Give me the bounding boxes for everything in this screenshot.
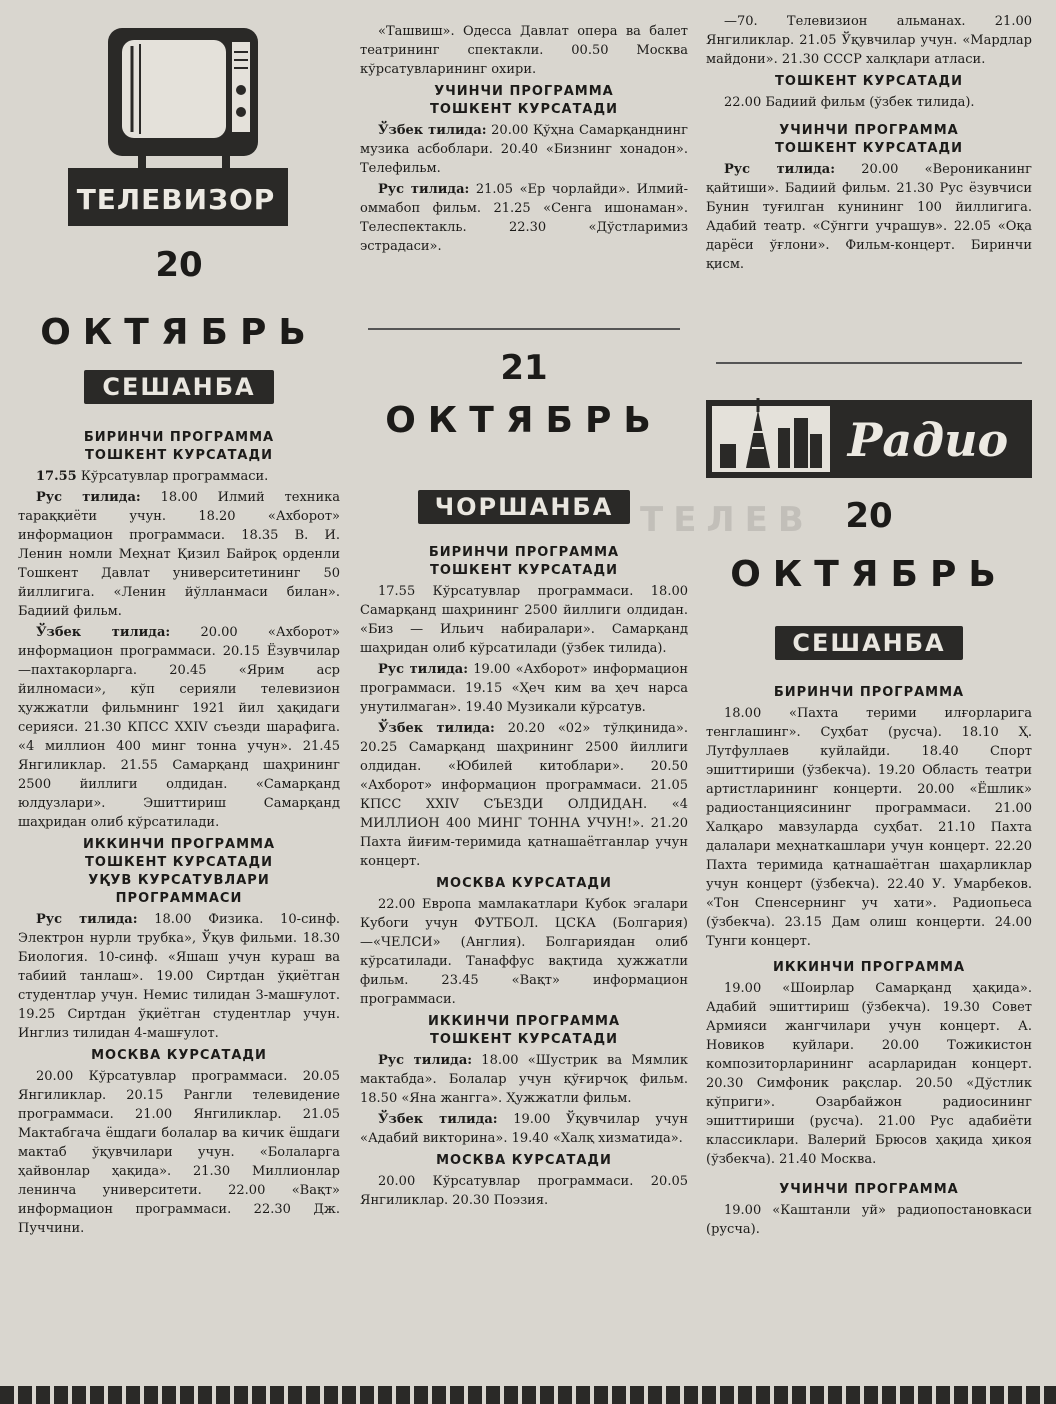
left-day-wrap (18, 370, 340, 404)
tv-label: ТЕЛЕВИЗОР (76, 183, 276, 216)
tv-set-icon (68, 20, 288, 230)
mid-moscow-a: 22.00 Европа мамлакатлари Кубок эгалари Кубоги учун ФУТБОЛ. ЦСКА (Болгария)—«ЧЕЛСИ» (Англия). Болгариядан олиб кўрсатилади. Танаффус вақтида ҳужжатли фильм. 23.45 «Вақт» информацион программаси. (360, 897, 688, 1007)
mid-date-number: 21 (500, 348, 548, 388)
mid-month: ОКТЯБРЬ (385, 400, 663, 441)
mid-day-wrap (360, 490, 688, 524)
left-day-banner: СЕШАНБА (84, 370, 274, 404)
mid-program2-head1: ИККИНЧИ ПРОГРАММА (427, 1014, 621, 1029)
right-program3-head1: УЧИНЧИ ПРОГРАММА (779, 123, 959, 138)
mid-p2-b: Ўзбек тилида: 19.00 Ўқувчилар учун «Адабий викторина». 19.40 «Халқ хизматида». (360, 1112, 688, 1146)
mid-listings (360, 540, 688, 1212)
mid-program3-head2: ТОШКЕНТ КУРСАТАДИ (430, 102, 618, 117)
mid-moscow2-a: 20.00 Кўрсатувлар программаси. 20.05 Янгиликлар. 20.30 Поэзия. (360, 1174, 688, 1208)
mid-p1-b: Рус тилида: 19.00 «Ахборот» информацион программаси. 19.15 «Ҳеч ким ва ҳеч нарса унутилмаган». 19.40 Музикали кўрсатув. (360, 662, 688, 715)
right-date-number: 20 (845, 496, 893, 536)
left-program2-head3: УҚУВ КУРСАТУВЛАРИ (88, 873, 270, 888)
mid-day-banner: ЧОРШАНБА (418, 490, 630, 524)
mid-moscow-head: МОСКВА КУРСАТАДИ (436, 876, 612, 891)
background-ghost-text: ТЕЛЕВ (640, 500, 814, 540)
mid-program1-head1: БИРИНЧИ ПРОГРАММА (428, 545, 620, 560)
radio-tower-icon (706, 388, 1032, 488)
right-tk-a: 22.00 Бадиий фильм (ўзбек тилида). (724, 95, 975, 110)
mid-p1-c: Ўзбек тилида: 20.20 «02» тўлқинида». 20.25 Самарқанд шаҳрининг 2500 йиллиги олдидан. «Юбилей китоблари». 20.50 «Ахборот» информацион программаси. 21.05 КПСС XXIV СЪЕЗДИ ОЛДИДАН. «4 МИЛЛИОН 400 МИНГ ТОННА УЧУН!». 21.20 Пахта йиғим-теримида қатнашаётганлар учун концерт. (360, 721, 688, 869)
mid-p1-a: 17.55 Кўрсатувлар программаси. 18.00 Самарқанд шаҳрининг 2500 йиллиги олдидан. «Биз — Ильич набиралари». Самарқанд шаҳридан олиб кўрсатилади (ўзбек тилида). (360, 584, 688, 656)
right-radio1-head: БИРИНЧИ ПРОГРАММА (773, 685, 965, 700)
right-listings (706, 680, 1032, 1241)
mid-p3-b: Рус тилида: 21.05 «Ер чорлайди». Илмий-оммабоп фильм. 21.25 «Сенга ишонаман». Телеспектакль. 22.30 «Дўстларимиз эстрадаси». (360, 182, 689, 254)
right-top-listings (706, 12, 1032, 276)
right-month: ОКТЯБРЬ (730, 554, 1008, 595)
left-p2-a: Рус тилида: 18.00 Физика. 10-синф. Электрон нурли трубка», Ўқув фильми. 18.30 Биология. 10-синф. «Яшаш учун кураш ва табиий танлаш». 19.00 Сиртдан ўқиётган студентлар учун. Немис тилидан 3-машғулот. 19.25 Сиртдан ўқиётган студентлар учун. Инглиз тилидан 4-машғулот. (18, 912, 340, 1041)
mid-top-listings (360, 22, 688, 258)
left-program2-head1: ИККИНЧИ ПРОГРАММА (82, 837, 276, 852)
mid-moscow2-head: МОСКВА КУРСАТАДИ (436, 1153, 612, 1168)
right-day-banner: СЕШАНБА (775, 626, 963, 660)
radio-label: Радио (847, 413, 1009, 467)
right-day-wrap (706, 626, 1032, 660)
right-cont-a: —70. Телевизион альманах. 21.00 Янгиликлар. 21.05 Ўқувчилар учун. «Мардлар майдони». 21.30 СССР халқлари атласи. (706, 14, 1032, 67)
mid-program1-head2: ТОШКЕНТ КУРСАТАДИ (430, 563, 618, 578)
right-radio3-head: УЧИНЧИ ПРОГРАММА (779, 1182, 959, 1197)
left-p1-c: Ўзбек тилида: 20.00 «Ахборот» информацион программаси. 20.15 Ёзувчилар —пахтакорларга. 20.45 «Ярим аср йилномаси», кўп серияли телевизион ҳужжатли фильмнинг 1921 йил ҳақидаги серияси. 21.30 КПСС XXIV съезди шарафига. «4 миллион 400 минг тонна учун». 21.45 Янгиликлар. 21.55 Самарқанд шаҳрининг 2500 йиллиги олдидан. «Самарқанд юлдузлари». Эшиттириш Самарқанд шаҳридан олиб кўрсатилади. (18, 625, 340, 830)
left-program2-head2: ТОШКЕНТ КУРСАТАДИ (85, 855, 273, 870)
left-p1-b: Рус тилида: 18.00 Илмий техника тараққиёти учун. 18.20 «Ахборот» информацион программаси. 18.35 В. И. Ленин номли Меҳнат Қизил Байроқ орденли Тошкент Давлат университетининг 50 йиллигига. «Ленин йўлланмаси билан». Бадиий фильм. (18, 490, 340, 619)
radio-logo (706, 388, 1032, 488)
mid-cont-a: «Ташвиш». Одесса Давлат опера ва балет театрининг спектакли. 00.50 Москва кўрсатувларининг охири. (360, 24, 688, 77)
mid-p2-a: Рус тилида: 18.00 «Шустрик ва Мямлик мактабда». Болалар учун қўғирчоқ фильм. 18.50 «Яна жангга». Ҳужжатли фильм. (360, 1053, 688, 1106)
right-radio3-a: 19.00 «Каштанли уй» радиопостановкаси (русча). (706, 1203, 1032, 1237)
left-date-number: 20 (155, 245, 203, 285)
left-program1-head2: ТОШКЕНТ КУРСАТАДИ (85, 448, 273, 463)
right-radio2-a: 19.00 «Шоирлар Самарқанд ҳақида». Адабий эшиттириш (ўзбекча). 19.30 Совет Армияси жангчилари учун концерт. А. Новиков куйлари. 20.00 Тожикистон композиторларининг асарларидан концерт. 20.30 Симфоник рақслар. 20.50 «Дўстлик кўприги». Озарбайжон радиосининг эшиттириши (русча). 21.00 Рус адабиёти классиклари. Валерий Брюсов ҳақида ҳикоя (ўзбекча). 21.40 Москва. (706, 981, 1032, 1167)
left-moscow-a: 20.00 Кўрсатувлар программаси. 20.05 Янгиликлар. 20.15 Рангли телевидение программаси. 21.00 Янгиликлар. 21.05 Мактабгача ёшдаги болалар ва кичик ёшдаги мактаб ўқувчилари учун. «Болаларга ҳайвонлар ҳақида». 21.30 Миллионлар ленинча университети. 22.00 «Вақт» информацион программаси. 22.30 Дж. Пуччини. (18, 1069, 340, 1236)
left-listings (18, 425, 340, 1240)
right-tashkent-head: ТОШКЕНТ КУРСАТАДИ (775, 74, 963, 89)
left-month: ОКТЯБРЬ (40, 312, 318, 353)
mid-divider (368, 328, 680, 330)
mid-program2-head2: ТОШКЕНТ КУРСАТАДИ (430, 1032, 618, 1047)
right-program3-head2: ТОШКЕНТ КУРСАТАДИ (775, 141, 963, 156)
left-p1-a: 17.55 Кўрсатувлар программаси. (36, 469, 269, 484)
tv-logo (68, 20, 288, 230)
bottom-border-strip (0, 1386, 1056, 1404)
left-program2-head4: ПРОГРАММАСИ (115, 891, 243, 906)
mid-program3-head1: УЧИНЧИ ПРОГРАММА (434, 84, 614, 99)
right-radio1-a: 18.00 «Пахта терими илғорларига тенглашинг». Суҳбат (русча). 18.10 Ҳ. Лутфуллаев куйлайди. 18.40 Спорт эшиттириши (ўзбекча). 19.20 Область театри артистларининг концерти. 20.00 «Ёшлик» радиостанциясининг программаси. 21.00 Халқаро мавзуларда суҳбат. 21.10 Пахта далалари меҳнаткашлари учун концерт. 22.20 Пахта теримида қатнашаётган шаҳарликлар учун концерт (ўзбекча). 22.40 У. Умарбеков. «Тон Спенсернинг уч хати». Радиопьеса (ўзбекча). 23.15 Дам олиш концерти. 24.00 Тунги концерт. (706, 706, 1032, 949)
right-p3-a: Рус тилида: 20.00 «Вероникaнинг қайтиши». Бадиий фильм. 21.30 Рус ёзувчиси Бунин туғилган кунининг 100 йиллигига. Адабий театр. «Сўнгги учрашув». 22.05 «Оқа дарёси ўғлони». Фильм-концерт. Биринчи қисм. (706, 162, 1032, 272)
mid-p3-a: Ўзбек тилида: 20.00 Қўҳна Самарқанднинг музика асбоблари. 20.40 «Бизнинг хонадон». Телефильм. (360, 123, 688, 176)
left-moscow-head: МОСКВА КУРСАТАДИ (91, 1048, 267, 1063)
right-divider (716, 362, 1022, 364)
left-program1-head1: БИРИНЧИ ПРОГРАММА (83, 430, 275, 445)
right-radio2-head: ИККИНЧИ ПРОГРАММА (772, 960, 966, 975)
